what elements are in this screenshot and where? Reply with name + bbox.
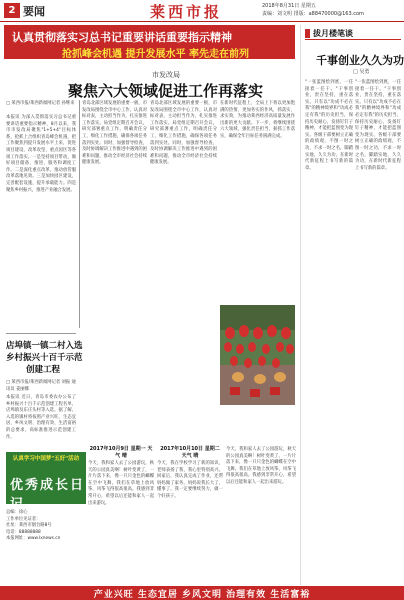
diary-body-1: 今天，我和家人去了公园游玩，秋天的公园真美啊！树叶变黄了，一片片落下来，像一只只金色的蝴蝶在空中飞舞。我们在草地上放风筝，风筝飞得很高很高。我感到非常开心，希望以后还能和家人一起出来游玩。 <box>88 461 154 506</box>
footer-bar <box>0 586 404 600</box>
second-byline: □ 莱西市报/莱西新闻网记者 刘振 通讯员 姜丽娜 <box>6 380 76 392</box>
lead-kicker: 市发改局 <box>152 71 180 79</box>
diary-title-1: 2017年10月9日 星期一 天气 晴 <box>89 446 153 459</box>
right-column <box>300 25 404 585</box>
second-body: 本报讯 近日，青岛市委农办公布了乡村振兴十百千示范创建工程名单，店埠镇及东庄头村等入选。据了解，入选的镇村将按照产业兴旺、生态宜居、乡风文明、治理有效、生活富裕的总要求，高标准推进示范创建工作。 <box>6 395 76 440</box>
right-column-header <box>305 27 401 40</box>
second-headline-line-1: 店埠镇一镇二村入选 <box>6 341 83 351</box>
column-divider <box>79 100 80 328</box>
second-headline-line-2: 乡村振兴十百千示范 <box>6 353 83 363</box>
section-divider <box>6 333 76 334</box>
diary-continued: 今天，我和家人去了公园游玩，秋天的公园真美啊！树叶变黄了，一片片落下来，像一只只金色的蝴蝶在空中飞舞。我们在草地上放风筝，风筝飞得很高很高。我感到非常开心，希望以后还能和家人一起出来游玩。 <box>226 447 296 485</box>
diary-body-2: 今天，我在学校学习了新的知识，老师表扬了我，我心里特别高兴。回家后，我认真完成了作业，还帮妈妈做了家务。妈妈说我长大了，懂事了。我一定要继续努力，做一个好孩子。 <box>157 461 223 499</box>
lead-headline: 聚焦六大领域促进工作再落实 <box>68 82 264 100</box>
lead-byline: □ 莱西市报/莱西新闻网记者 孙继来 <box>6 101 75 106</box>
section-name: 要闻 <box>23 5 45 18</box>
page-number: 2 <box>4 3 20 18</box>
staff-line-4: 电话：88888888 <box>6 529 41 535</box>
staff-box <box>6 510 86 543</box>
banner-title: 认真贯彻落实习总书记重要讲话重要指示精神 <box>12 31 232 44</box>
header-marker <box>305 29 310 38</box>
diary-title-2: 2017年10月10日 星期二 天气 晴 <box>160 446 220 459</box>
paper-name: 莱西市报 <box>150 3 223 21</box>
right-column-section: 拔月楼笔谈 <box>313 29 353 38</box>
staff-line-3: 社址：莱西市烟台路8号 <box>6 523 52 529</box>
second-headline-line-3: 创建工程 <box>26 365 61 375</box>
second-headline <box>6 340 83 376</box>
lead-column-4: 在新时代征程上，全局上下将以更加饱满的热情、更加务实的作风，抓落实、求实效，为推动莱西经济高质量发展作出新的更大贡献。下一步，将继续围绕六大领域，强化责任担当，狠抓工作落实，确保全年目标任务圆满完成。 <box>220 101 295 139</box>
staff-line-1: 总编：徐心 <box>6 510 28 515</box>
essay-title: 千事创业久久为功 <box>316 54 404 67</box>
lead-column-1: 本报讯 为深入贯彻落实习总书记重要讲话重要指示精神，8月以来，我市市发改局聚焦"1+5+4"目标体系，抢抓上合组织青岛峰会机遇，把工作聚焦到提升发展水平上来，促进项目建设、改革攻坚、重点园区等各项工作落实。一是坚持项目带动，做好项目储备、推进、服务和调度工作。二是深化重点改革，推动放管服改革落地见效。三是加快园区建设，完善配套设施，提升承载能力。四是聚焦乡村振兴，推进产业融合发展。 <box>6 115 76 193</box>
staff-line-5: 本报网址：www.lxnews.cn <box>6 536 61 542</box>
diary-entry-1 <box>88 445 154 581</box>
date-line-1: 2018年8月31日 星期五 <box>262 3 316 9</box>
date-line-2: 责编：刘文明 排版：a88470000@163.com <box>262 11 364 17</box>
footer-slogan: 产业兴旺 生态宜居 乡风文明 治理有效 生活富裕 <box>93 590 311 600</box>
date-line <box>262 2 364 18</box>
masthead <box>0 0 404 22</box>
essay-column-1: "一张蓝图绘到底，一任接着一任干。"干事创业，贵在坚持，重在落实。只有以"功成不必在我"的精神境界和"功成必定有我"的历史担当，保持历史耐心，发扬钉钉子精神，才能把蓝图变为现实。各级干部要树立正确的政绩观，不图一时之功，不求一时之名，脚踏实地，久久为功，在新时代新征程上书写新的篇章。 <box>305 80 353 171</box>
top-banner <box>4 25 295 59</box>
essay-column-2: "一张蓝图绘到底，一任接着一任干。"干事创业，贵在坚持，重在落实。只有以"功成不必在我"的精神境界和"功成必定有我"的历史担当，保持历史耐心，发扬钉钉子精神，才能把蓝图变为现实。各级干部要树立正确的政绩观，不图一时之功，不求一时之名，脚踏实地，久久为功，在新时代新征程上书写新的篇章。 <box>355 80 401 171</box>
essay-author: □ 吴勇 <box>353 69 370 75</box>
diary-entry-2 <box>157 445 223 581</box>
ad-main-text: 优秀成长日记 <box>10 478 86 512</box>
staff-line-2: 工作单位见证者： <box>6 516 41 522</box>
diary-ad-box <box>6 452 86 512</box>
ad-top-text: 认真学习中国梦"五好"活动 <box>12 456 80 462</box>
lead-column-2: 青岛北部区域发展的重要一极，市发改局围绕全市中心工作，认真对标对表，主动担当作为，扎实推进工作落实。局党组定期召开会议，研究部署重点工作，明确责任分工，细化工作措施，确保各项任务落到实处。同时，加强督导检查，及时协调解决工作推进中遇到的困难和问题，推动全市经济社会持续健康发展。 <box>82 101 147 166</box>
lead-column-3: 青岛北部区域发展的重要一极，市发改局围绕全市中心工作，认真对标对表，主动担当作为，扎实推进工作落实。局党组定期召开会议，研究部署重点工作，明确责任分工，细化工作措施，确保各项任务落到实处。同时，加强督导检查，及时协调解决工作推进中遇到的困难和问题，推动全市经济社会持续健康发展。 <box>150 101 217 166</box>
lantern-photo <box>220 305 295 405</box>
banner-subtitle: 抢抓峰会机遇 提升发展水平 率先走在前列 <box>62 49 249 60</box>
